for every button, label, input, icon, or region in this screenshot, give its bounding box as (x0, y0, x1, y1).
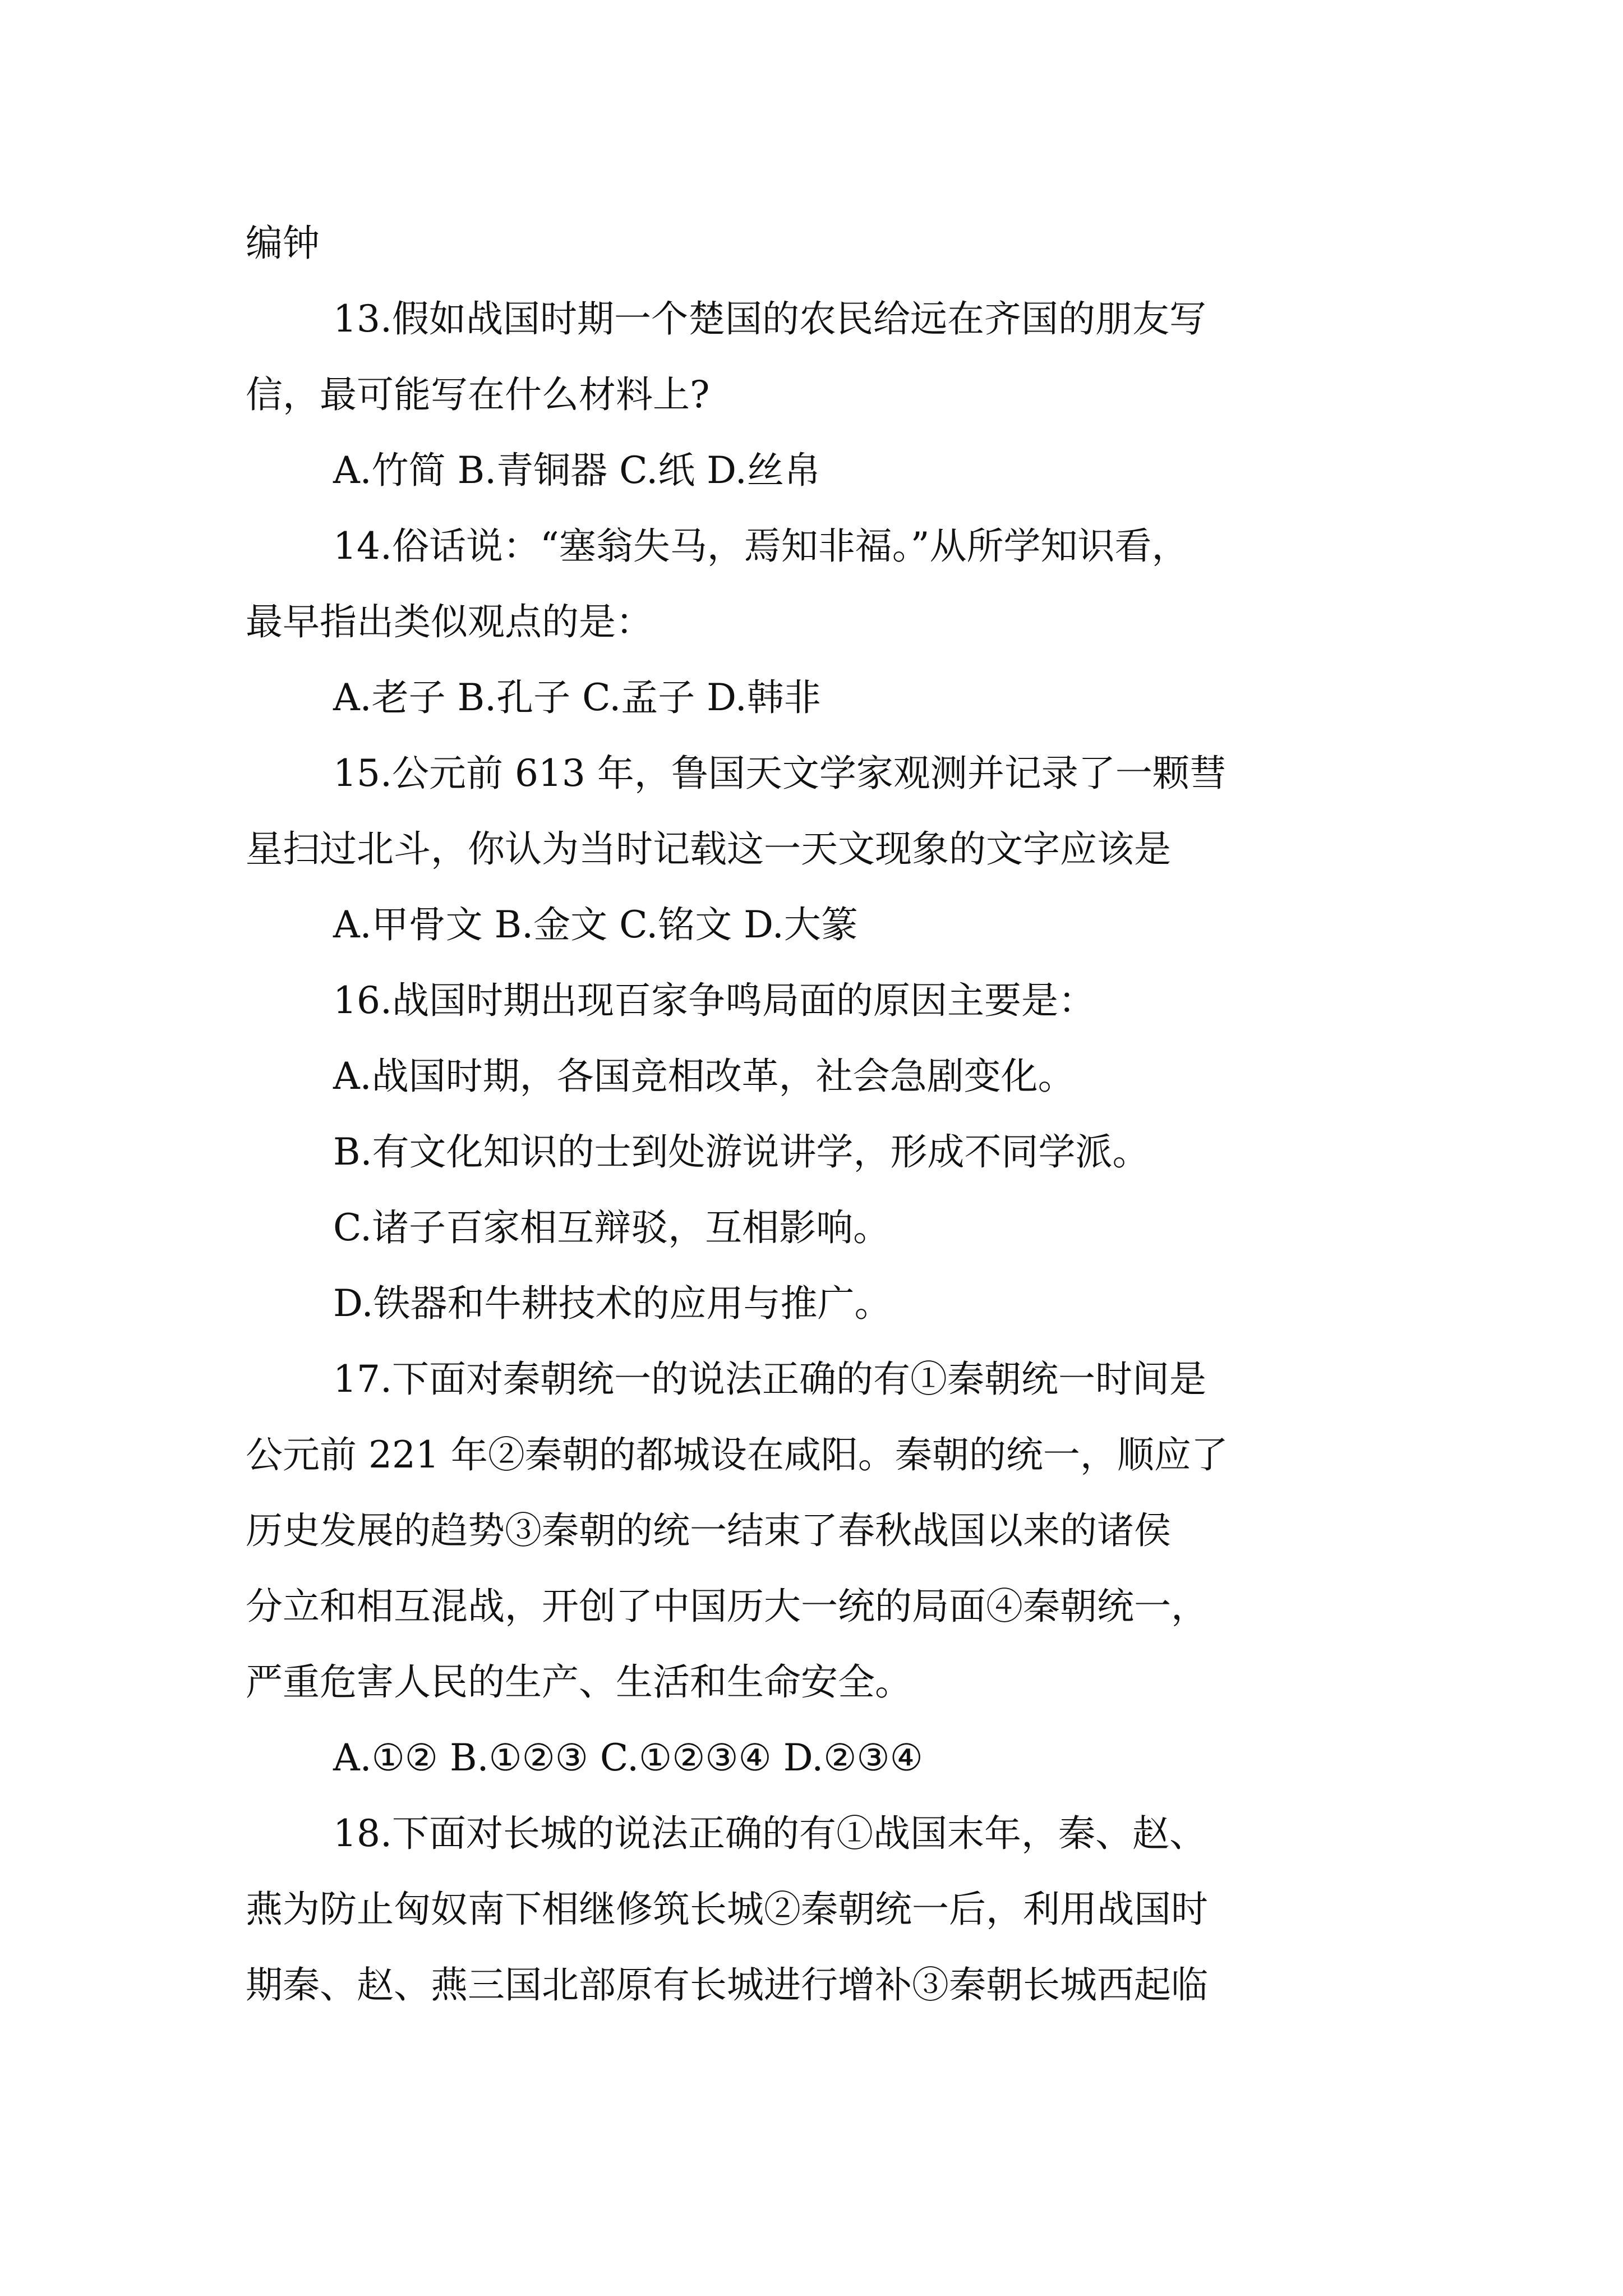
question-17-stem-line-1: 17.下面对秦朝统一的说法正确的有①秦朝统一时间是 (333, 1358, 1206, 1401)
question-18-stem-line-2: 燕为防止匈奴南下相继修筑长城②秦朝统一后，利用战国时 (246, 1888, 1208, 1931)
question-15-options: A.甲骨文 B.金文 C.铭文 D.大篆 (333, 903, 858, 946)
question-17-stem-line-3: 历史发展的趋势③秦朝的统一结束了春秋战国以来的诸侯 (246, 1509, 1171, 1552)
question-18-stem-line-1: 18.下面对长城的说法正确的有①战国末年，秦、赵、 (333, 1812, 1206, 1855)
text-line: 编钟 (246, 222, 320, 265)
question-13-options: A.竹简 B.青铜器 C.纸 D.丝帛 (333, 449, 821, 492)
question-17-stem-line-2: 公元前 221 年②秦朝的都城设在咸阳。秦朝的统一，顺应了 (246, 1433, 1228, 1476)
question-14-stem-line-2: 最早指出类似观点的是： (246, 600, 653, 643)
question-15-stem-line-2: 星扫过北斗，你认为当时记载这一天文现象的文字应该是 (246, 827, 1171, 871)
question-17-options: A.①② B.①②③ C.①②③④ D.②③④ (333, 1736, 923, 1779)
question-16-option-c: C.诸子百家相互辩驳，互相影响。 (333, 1206, 891, 1249)
question-16-option-d: D.铁器和牛耕技术的应用与推广。 (333, 1282, 892, 1325)
question-13-stem-line-1: 13.假如战国时期一个楚国的农民给远在齐国的朋友写 (333, 297, 1206, 341)
question-17-stem-line-5: 严重危害人民的生产、生活和生命安全。 (246, 1660, 912, 1704)
question-16-option-b: B.有文化知识的士到处游说讲学，形成不同学派。 (333, 1130, 1150, 1174)
question-16-option-a: A.战国时期，各国竞相改革，社会急剧变化。 (333, 1055, 1075, 1098)
question-16-stem: 16.战国时期出现百家争鸣局面的原因主要是： (333, 979, 1095, 1022)
question-17-stem-line-4: 分立和相互混战，开创了中国历大一统的局面④秦朝统一， (246, 1585, 1208, 1628)
question-18-stem-line-3: 期秦、赵、燕三国北部原有长城进行增补③秦朝长城西起临 (246, 1963, 1208, 2007)
question-14-options: A.老子 B.孔子 C.孟子 D.韩非 (333, 676, 821, 719)
document-text (246, 205, 1383, 2023)
question-14-stem-line-1: 14.俗话说：“塞翁失马，焉知非福。”从所学知识看， (333, 524, 1189, 568)
question-15-stem-line-1: 15.公元前 613 年，鲁国天文学家观测并记录了一颗彗 (333, 752, 1227, 795)
question-13-stem-line-2: 信，最可能写在什么材料上? (246, 373, 710, 416)
